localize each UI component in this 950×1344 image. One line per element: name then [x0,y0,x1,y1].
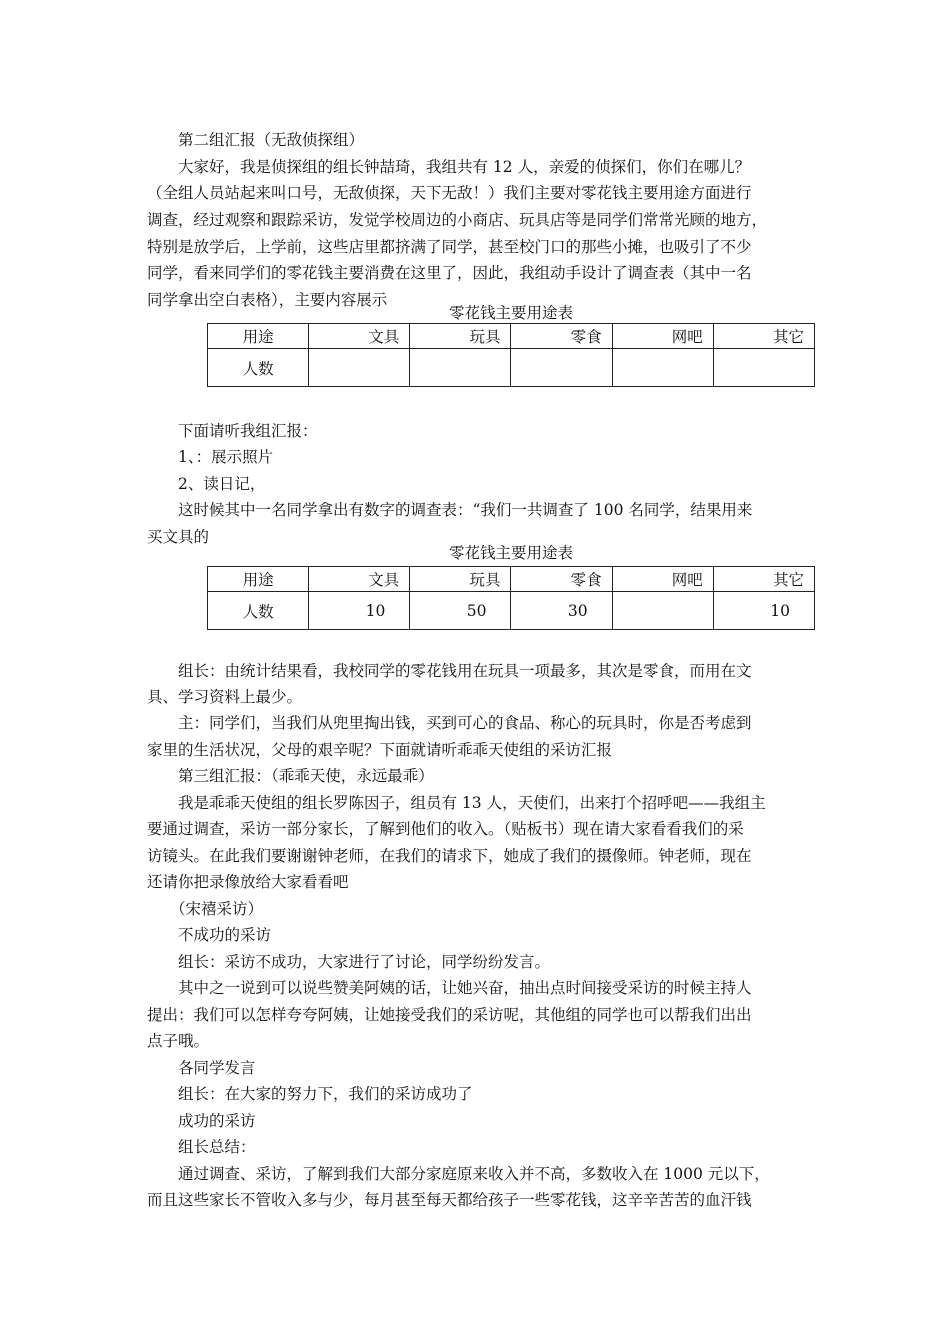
paragraph-line: 这时候其中一名同学拿出有数字的调查表：“我们一共调查了 100 名同学，结果用来 [178,501,753,519]
table-header-cell: 零食 [511,324,612,349]
paragraph-line: 组长：由统计结果看，我校同学的零花钱用在玩具一项最多，其次是零食，而用在文 [178,662,752,680]
paragraph-line: 成功的采访 [178,1112,256,1130]
table-row-label: 人数 [208,349,309,387]
table-header-cell: 网吧 [612,567,713,592]
table-header-cell: 网吧 [612,324,713,349]
paragraph-line: 通过调查、采访，了解到我们大部分家庭原来收入并不高，多数收入在 1000 元以下， [178,1165,770,1183]
table-cell [309,349,410,387]
paragraph-line: 具、学习资料上最少。 [147,688,303,706]
group2-heading: 第二组汇报（无敌侦探组） [178,131,365,149]
report-item: 2、读日记， [178,475,266,493]
paragraph-line: 大家好，我是侦探组的组长钟喆琦，我组共有 12 人，亲爱的侦探们，你们在哪儿？ [178,158,751,176]
paragraph-line: 同学，看来同学们的零花钱主要消费在这里了，因此，我组动手设计了调查表（其中一名 [147,264,752,282]
table-row-label: 人数 [208,592,309,630]
paragraph-line: 特别是放学后，上学前，这些店里都挤满了同学，甚至校门口的那些小摊，也吸引了不少 [147,238,752,256]
table-cell [410,349,511,387]
paragraph-line: 提出：我们可以怎样夸夸阿姨，让她接受我们的采访呢，其他组的同学也可以帮我们出出 [147,1006,752,1024]
paragraph-line: 各同学发言 [178,1059,256,1077]
paragraph-line: 我是乖乖天使组的组长罗陈因子，组员有 13 人，天使们，出来打个招呼吧——我组主 [178,794,766,812]
table-header-cell: 零食 [511,567,612,592]
table-cell: 30 [511,592,612,630]
table-header-cell: 其它 [713,324,814,349]
paragraph-line: 不成功的采访 [178,926,272,944]
paragraph-line: 组长总结： [178,1138,256,1156]
table-row [208,349,815,387]
table-header-cell: 玩具 [410,567,511,592]
paragraph-line: 买文具的 [147,528,210,546]
filled-survey-table [207,566,815,630]
table-header-cell: 其它 [713,567,814,592]
paragraph-line: 主：同学们，当我们从兜里掏出钱，买到可心的食品、称心的玩具时，你是否考虑到 [178,714,752,732]
table-header-row [208,567,815,592]
paragraph-line: 组长：采访不成功，大家进行了讨论，同学纷纷发言。 [178,953,551,971]
table-cell [713,349,814,387]
paragraph-line: （全组人员站起来叫口号，无敌侦探，天下无敌！）我们主要对零花钱主要用途方面进行 [147,184,752,202]
table-cell [612,592,713,630]
table-header-row [208,324,815,349]
table-header-cell: 玩具 [410,324,511,349]
table-header-cell: 文具 [309,567,410,592]
paragraph-line: 调查，经过观察和跟踪采访，发觉学校周边的小商店、玩具店等是同学们常常光顾的地方， [147,211,768,229]
paragraph-line: 点子哦。 [147,1032,210,1050]
paragraph-line: 其中之一说到可以说些赞美阿姨的话，让她兴奋，抽出点时间接受采访的时候主持人 [178,979,752,997]
table-header-cell: 用途 [208,567,309,592]
table-header-cell: 文具 [309,324,410,349]
table-cell [612,349,713,387]
paragraph-line: （宋禧采访） [170,900,264,918]
blank-survey-table [207,323,815,387]
paragraph-line: 访镜头。在此我们要谢谢钟老师，在我们的请求下，她成了我们的摄像师。钟老师，现在 [147,847,752,865]
table-cell: 10 [309,592,410,630]
paragraph-line: 而且这些家长不管收入多与少，每月甚至每天都给孩子一些零花钱，这辛辛苦苦的血汗钱 [147,1191,752,1209]
table-header-cell: 用途 [208,324,309,349]
paragraph-line: 同学拿出空白表格），主要内容展示 [147,291,388,309]
report-item: 1、：展示照片 [178,448,274,466]
report-intro: 下面请听我组汇报： [178,422,318,440]
table-caption: 零花钱主要用途表 [448,304,573,322]
paragraph-line: 组长：在大家的努力下，我们的采访成功了 [178,1085,473,1103]
paragraph-line: 要通过调查，采访一部分家长，了解到他们的收入。（贴板书）现在请大家看看我们的采 [147,820,744,838]
table-cell [511,349,612,387]
paragraph-line: 家里的生活状况，父母的艰辛呢？下面就请听乖乖天使组的采访汇报 [147,741,613,759]
group3-heading: 第三组汇报：（乖乖天使，永远最乖） [178,767,434,785]
table-row [208,592,815,630]
table-cell: 50 [410,592,511,630]
paragraph-line: 还请你把录像放给大家看看吧 [147,873,349,891]
table-caption: 零花钱主要用途表 [448,544,573,562]
table-cell: 10 [713,592,814,630]
